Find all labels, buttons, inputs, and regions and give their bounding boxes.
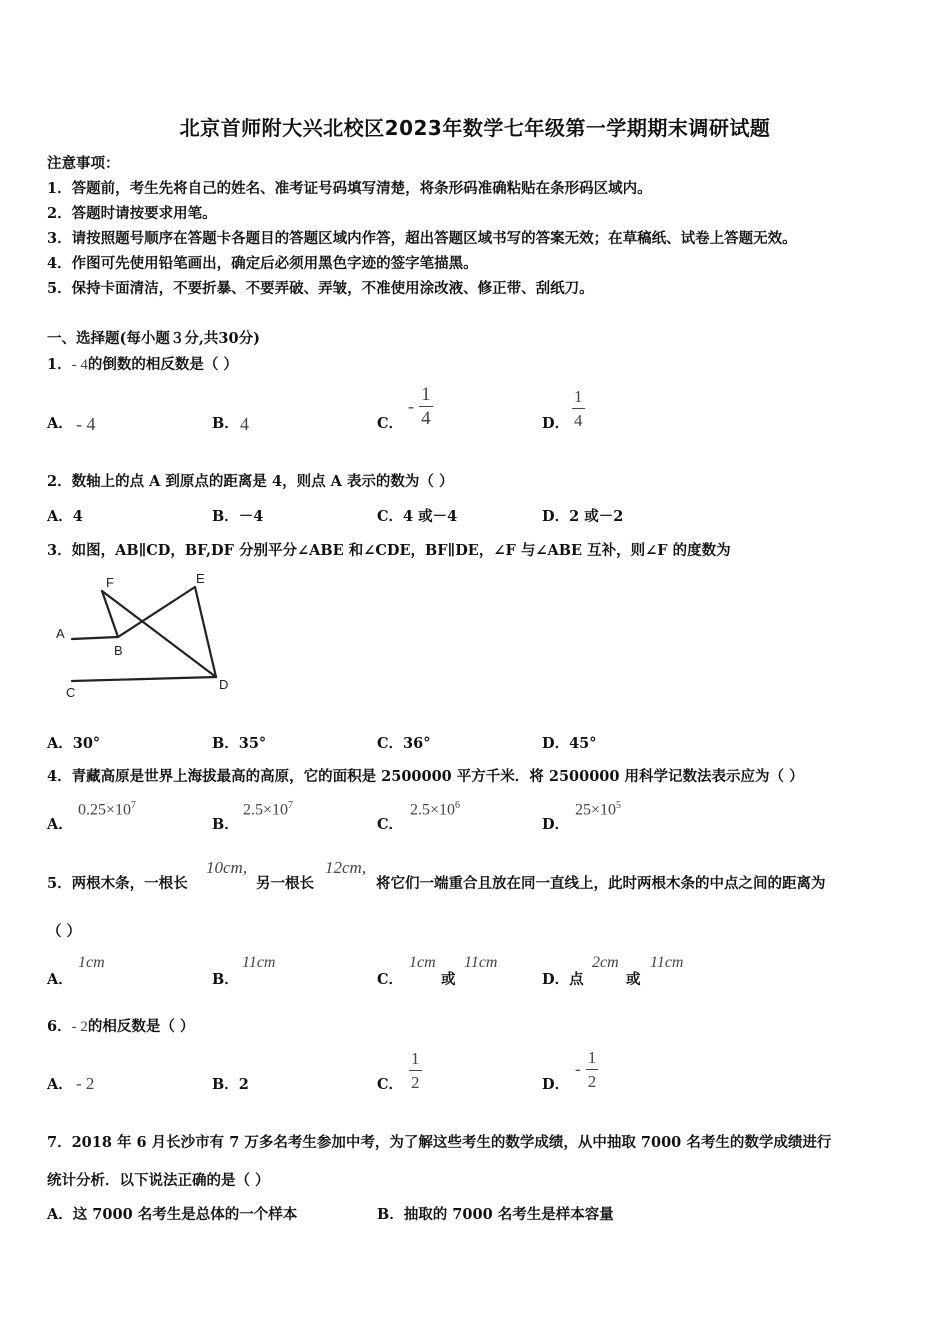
exponent: 6	[455, 800, 461, 811]
option-b-value: 11cm	[242, 954, 276, 971]
fraction	[572, 386, 585, 431]
minus-sign: -	[575, 1059, 581, 1079]
note-item: 4．作图可先使用铅笔画出，确定后必须用黑色字迹的签字笔描黑。	[47, 255, 478, 272]
option-d-value-2: 11cm	[650, 954, 684, 971]
option-b-value	[243, 800, 293, 819]
numerator: 1	[409, 1048, 422, 1071]
question-number: 6．	[47, 1018, 72, 1035]
denominator: 4	[421, 408, 431, 429]
option-b: B．2	[212, 1076, 249, 1093]
page-title: 北京首师附大兴北校区2023年数学七年级第一学期期末调研试题	[179, 116, 771, 140]
question-1	[47, 353, 238, 374]
or-word: 或	[441, 971, 456, 988]
option-b: B．35°	[212, 735, 267, 752]
base: 2.5×10	[243, 801, 289, 819]
option-b: B．－4	[212, 508, 264, 525]
option-c-value-1: 1cm	[409, 954, 436, 971]
option-a: A．30°	[47, 735, 101, 752]
option-a-value: 1cm	[78, 954, 105, 971]
option-d-fraction	[572, 386, 585, 431]
note-item: 5．保持卡面清洁，不要折暴、不要弄破、弄皱，不准使用涂改液、修正带、刮纸刀。	[47, 280, 594, 297]
option-label: D．	[542, 415, 570, 432]
option-label: B．	[212, 816, 239, 833]
option-a: A．4	[47, 508, 83, 525]
denominator: 4	[574, 411, 583, 430]
segment-cd	[72, 677, 216, 681]
option-label: A．	[47, 971, 73, 988]
option-a: A．这 7000 名考生是总体的一个样本	[47, 1206, 298, 1223]
question-3: 3．如图，AB∥CD，BF,DF 分别平分∠ABE 和∠CDE，BF∥DE，∠F 与∠ABE 互补，则∠F 的度数为	[47, 542, 731, 559]
option-d-value-1: 2cm	[592, 954, 619, 971]
option-c-value-2: 11cm	[464, 954, 498, 971]
option-d-value	[575, 800, 621, 819]
base: 0.25×10	[78, 801, 132, 819]
option-label: B．	[212, 971, 239, 988]
numerator: 1	[572, 386, 585, 409]
segment-ab	[72, 637, 118, 639]
label-c: C	[66, 685, 76, 700]
math-expression: - 4	[71, 357, 88, 373]
minus-sign: -	[408, 396, 414, 416]
option-label: B．	[212, 415, 239, 432]
note-item: 2．答题时请按要求用笔。	[47, 205, 217, 222]
question-5-end: 将它们一端重合且放在同一直线上，此时两根木条的中点之间的距离为	[376, 875, 826, 892]
option-label: C．	[377, 1076, 404, 1093]
base: 25×10	[575, 801, 617, 819]
note-item: 1．答题前，考生先将自己的姓名、准考证号码填写清楚，将条形码准确粘贴在条形码区域内。	[47, 180, 652, 197]
geometry-figure	[50, 565, 250, 705]
length-12cm: 12cm,	[325, 858, 367, 877]
question-number: 1．	[47, 356, 72, 373]
exponent: 7	[288, 800, 294, 811]
option-label: D．点	[542, 971, 584, 988]
option-a-value: - 4	[76, 414, 96, 434]
option-d: D．45°	[542, 735, 597, 752]
question-text: 的相反数是（ ）	[87, 1018, 195, 1035]
section-heading: 一、选择题(每小题３分,共30分)	[47, 330, 260, 347]
option-c: C．4 或－4	[377, 508, 458, 525]
numerator: 1	[586, 1047, 599, 1070]
option-c-value	[410, 800, 460, 819]
numerator: 1	[421, 384, 431, 405]
or-word: 或	[626, 971, 641, 988]
option-c-fraction	[409, 1048, 422, 1093]
label-a: A	[56, 626, 65, 641]
length-10cm: 10cm,	[206, 858, 248, 877]
question-5-mid: 另一根长	[256, 875, 314, 892]
option-a-value: - 2	[76, 1074, 95, 1093]
denominator: 2	[411, 1073, 420, 1092]
option-label: C．	[377, 415, 404, 432]
option-d-fraction	[575, 1047, 598, 1092]
option-label: D．	[542, 1076, 570, 1093]
question-6	[47, 1015, 194, 1036]
option-label: C．	[377, 971, 404, 988]
denominator: 2	[587, 1072, 597, 1091]
math-expression: - 2	[71, 1019, 88, 1035]
fraction	[409, 1048, 422, 1093]
question-7-line-1: 7．2018 年 6 月长沙市有 7 万多名考生参加中考，为了解这些考生的数学成绩，从中抽取 7000 名考生的数学成绩进行	[47, 1134, 832, 1151]
option-label: D．	[542, 816, 570, 833]
notes-header: 注意事项：	[47, 155, 120, 172]
question-2: 2．数轴上的点 A 到原点的距离是 4，则点 A 表示的数为（ ）	[47, 473, 454, 490]
option-label: A．	[47, 816, 73, 833]
fraction	[419, 384, 433, 429]
question-4: 4．青藏高原是世界上海拔最高的高原，它的面积是 2500000 平方千米．将 2500000 用科学记数法表示应为（ ）	[47, 768, 804, 785]
label-f: F	[106, 575, 114, 590]
option-label: A．	[47, 1076, 73, 1093]
note-item: 3．请按照题号顺序在答题卡各题目的答题区域内作答，超出答题区域书写的答案无效；在草稿纸、试卷上答题无效。	[47, 230, 797, 247]
option-b-value: 4	[240, 414, 249, 434]
label-b: B	[114, 643, 123, 658]
fraction	[586, 1047, 599, 1092]
exponent: 5	[616, 800, 622, 811]
option-a-value	[78, 800, 136, 819]
exponent: 7	[131, 800, 137, 811]
question-7-line-2: 统计分析．以下说法正确的是（ ）	[47, 1172, 270, 1189]
option-label: C．	[377, 816, 404, 833]
answer-parens: （ ）	[47, 923, 82, 940]
label-e: E	[196, 571, 205, 586]
option-label: A．	[47, 415, 73, 432]
option-c-fraction	[408, 384, 433, 429]
option-b: B．抽取的 7000 名考生是样本容量	[377, 1206, 614, 1223]
base: 2.5×10	[410, 801, 456, 819]
label-d: D	[219, 677, 229, 692]
question-text: 的倒数的相反数是（ ）	[87, 356, 238, 373]
option-d: D．2 或－2	[542, 508, 624, 525]
option-c: C．36°	[377, 735, 431, 752]
question-5-start: 5．两根木条，一根长	[47, 875, 188, 892]
